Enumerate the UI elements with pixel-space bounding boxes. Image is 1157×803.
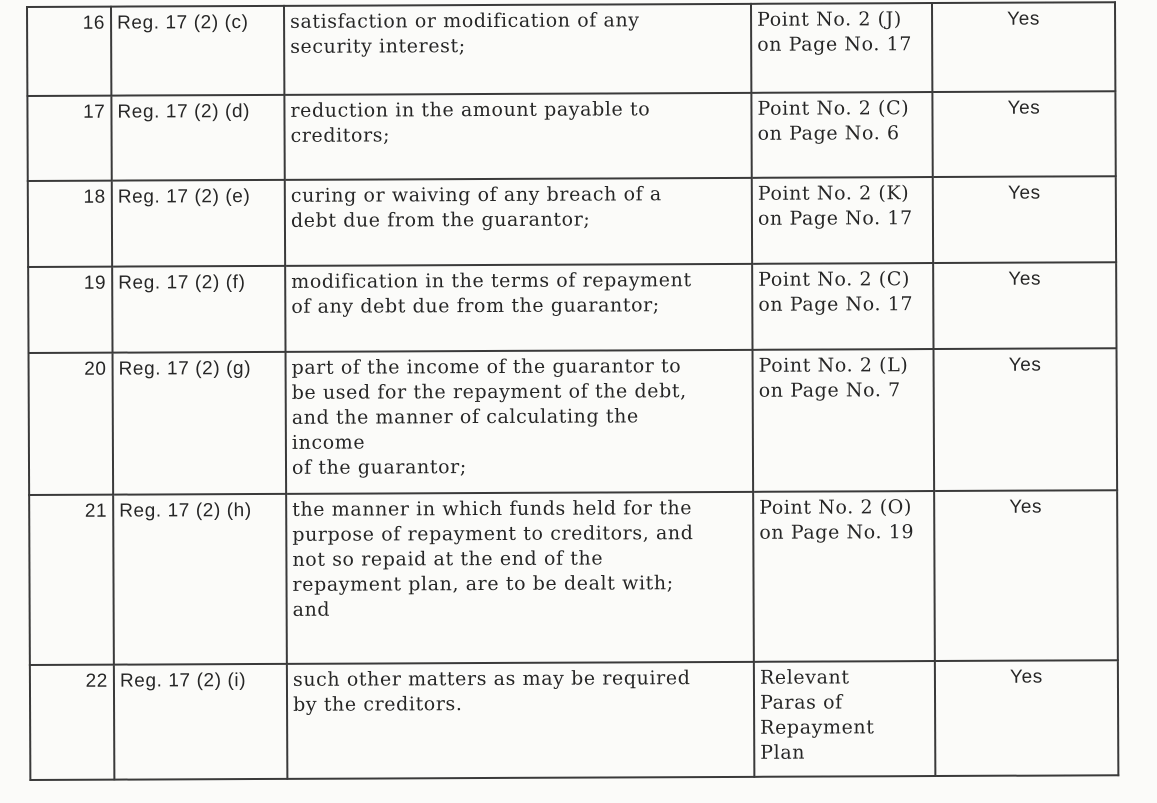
requirement-cell <box>287 662 754 779</box>
regulation-ref: Reg. 17 (2) (d) <box>111 95 284 181</box>
regulation-ref: Reg. 17 (2) (h) <box>113 494 287 665</box>
requirement-cell <box>285 264 752 352</box>
plan-reference-cell <box>751 3 932 93</box>
row-number: 22 <box>30 665 115 780</box>
requirement-text: satisfaction or modification of any security interest; <box>290 9 640 58</box>
plan-reference-text: Point No. 2 (C) on Page No. 6 <box>757 97 910 145</box>
table-row <box>28 176 1116 267</box>
plan-reference-cell <box>751 92 932 178</box>
table-row <box>27 91 1115 181</box>
plan-reference-text: Point No. 2 (K) on Page No. 17 <box>757 182 913 230</box>
table-row <box>27 2 1115 96</box>
requirement-text: modification in the terms of repayment of any debt due from the guarantor; <box>291 269 692 318</box>
requirement-cell <box>285 178 752 266</box>
plan-reference-text: Point No. 2 (L) on Page No. 7 <box>758 354 909 402</box>
requirement-cell <box>286 350 754 494</box>
compliance-status: Yes <box>935 660 1119 776</box>
row-number: 18 <box>28 181 112 267</box>
regulation-ref: Reg. 17 (2) (g) <box>113 352 287 495</box>
plan-reference-cell <box>754 661 936 777</box>
compliance-table <box>26 1 1119 781</box>
requirement-cell <box>284 93 751 180</box>
table-row <box>29 490 1118 665</box>
table-row <box>29 348 1118 495</box>
compliance-status: Yes <box>934 490 1118 661</box>
table-row <box>30 660 1118 780</box>
plan-reference-cell <box>753 349 935 492</box>
compliance-status: Yes <box>932 91 1115 177</box>
requirement-text: part of the income of the guarantor to be used for the repayment of the debt, and the manner of calculating the income of the guarantor; <box>291 355 687 479</box>
plan-reference-text: Point No. 2 (C) on Page No. 17 <box>758 268 914 316</box>
table-row <box>28 262 1116 353</box>
regulation-ref: Reg. 17 (2) (e) <box>112 180 285 267</box>
regulation-ref: Reg. 17 (2) (c) <box>111 6 284 96</box>
compliance-table-body <box>27 2 1118 780</box>
plan-reference-text: Relevant Paras of Repayment Plan <box>759 666 875 764</box>
requirement-text: the manner in which funds held for the purpose of repayment to creditors, and not so repaid at the end of the repayment plan, are to be dealt with; and <box>292 497 694 621</box>
requirement-cell <box>286 492 754 664</box>
row-number: 16 <box>27 7 111 96</box>
plan-reference-cell <box>752 177 933 264</box>
requirement-cell <box>284 4 751 95</box>
plan-reference-cell <box>752 263 933 350</box>
requirement-text: curing or waiving of any breach of a debt due from the guarantor; <box>290 183 662 232</box>
requirement-text: reduction in the amount payable to creditors; <box>290 98 651 147</box>
row-number: 21 <box>29 495 114 665</box>
regulation-ref: Reg. 17 (2) (i) <box>114 664 288 780</box>
plan-reference-text: Point No. 2 (O) on Page No. 19 <box>759 496 915 544</box>
row-number: 17 <box>27 96 111 181</box>
compliance-status: Yes <box>934 348 1118 491</box>
regulation-ref: Reg. 17 (2) (f) <box>112 266 285 353</box>
compliance-status: Yes <box>932 2 1115 92</box>
compliance-status: Yes <box>933 262 1116 349</box>
row-number: 20 <box>29 353 114 495</box>
plan-reference-cell <box>753 491 935 662</box>
plan-reference-text: Point No. 2 (J) on Page No. 17 <box>757 8 913 56</box>
compliance-status: Yes <box>933 176 1116 263</box>
requirement-text: such other matters as may be required by the creditors. <box>292 667 691 716</box>
row-number: 19 <box>28 267 112 353</box>
